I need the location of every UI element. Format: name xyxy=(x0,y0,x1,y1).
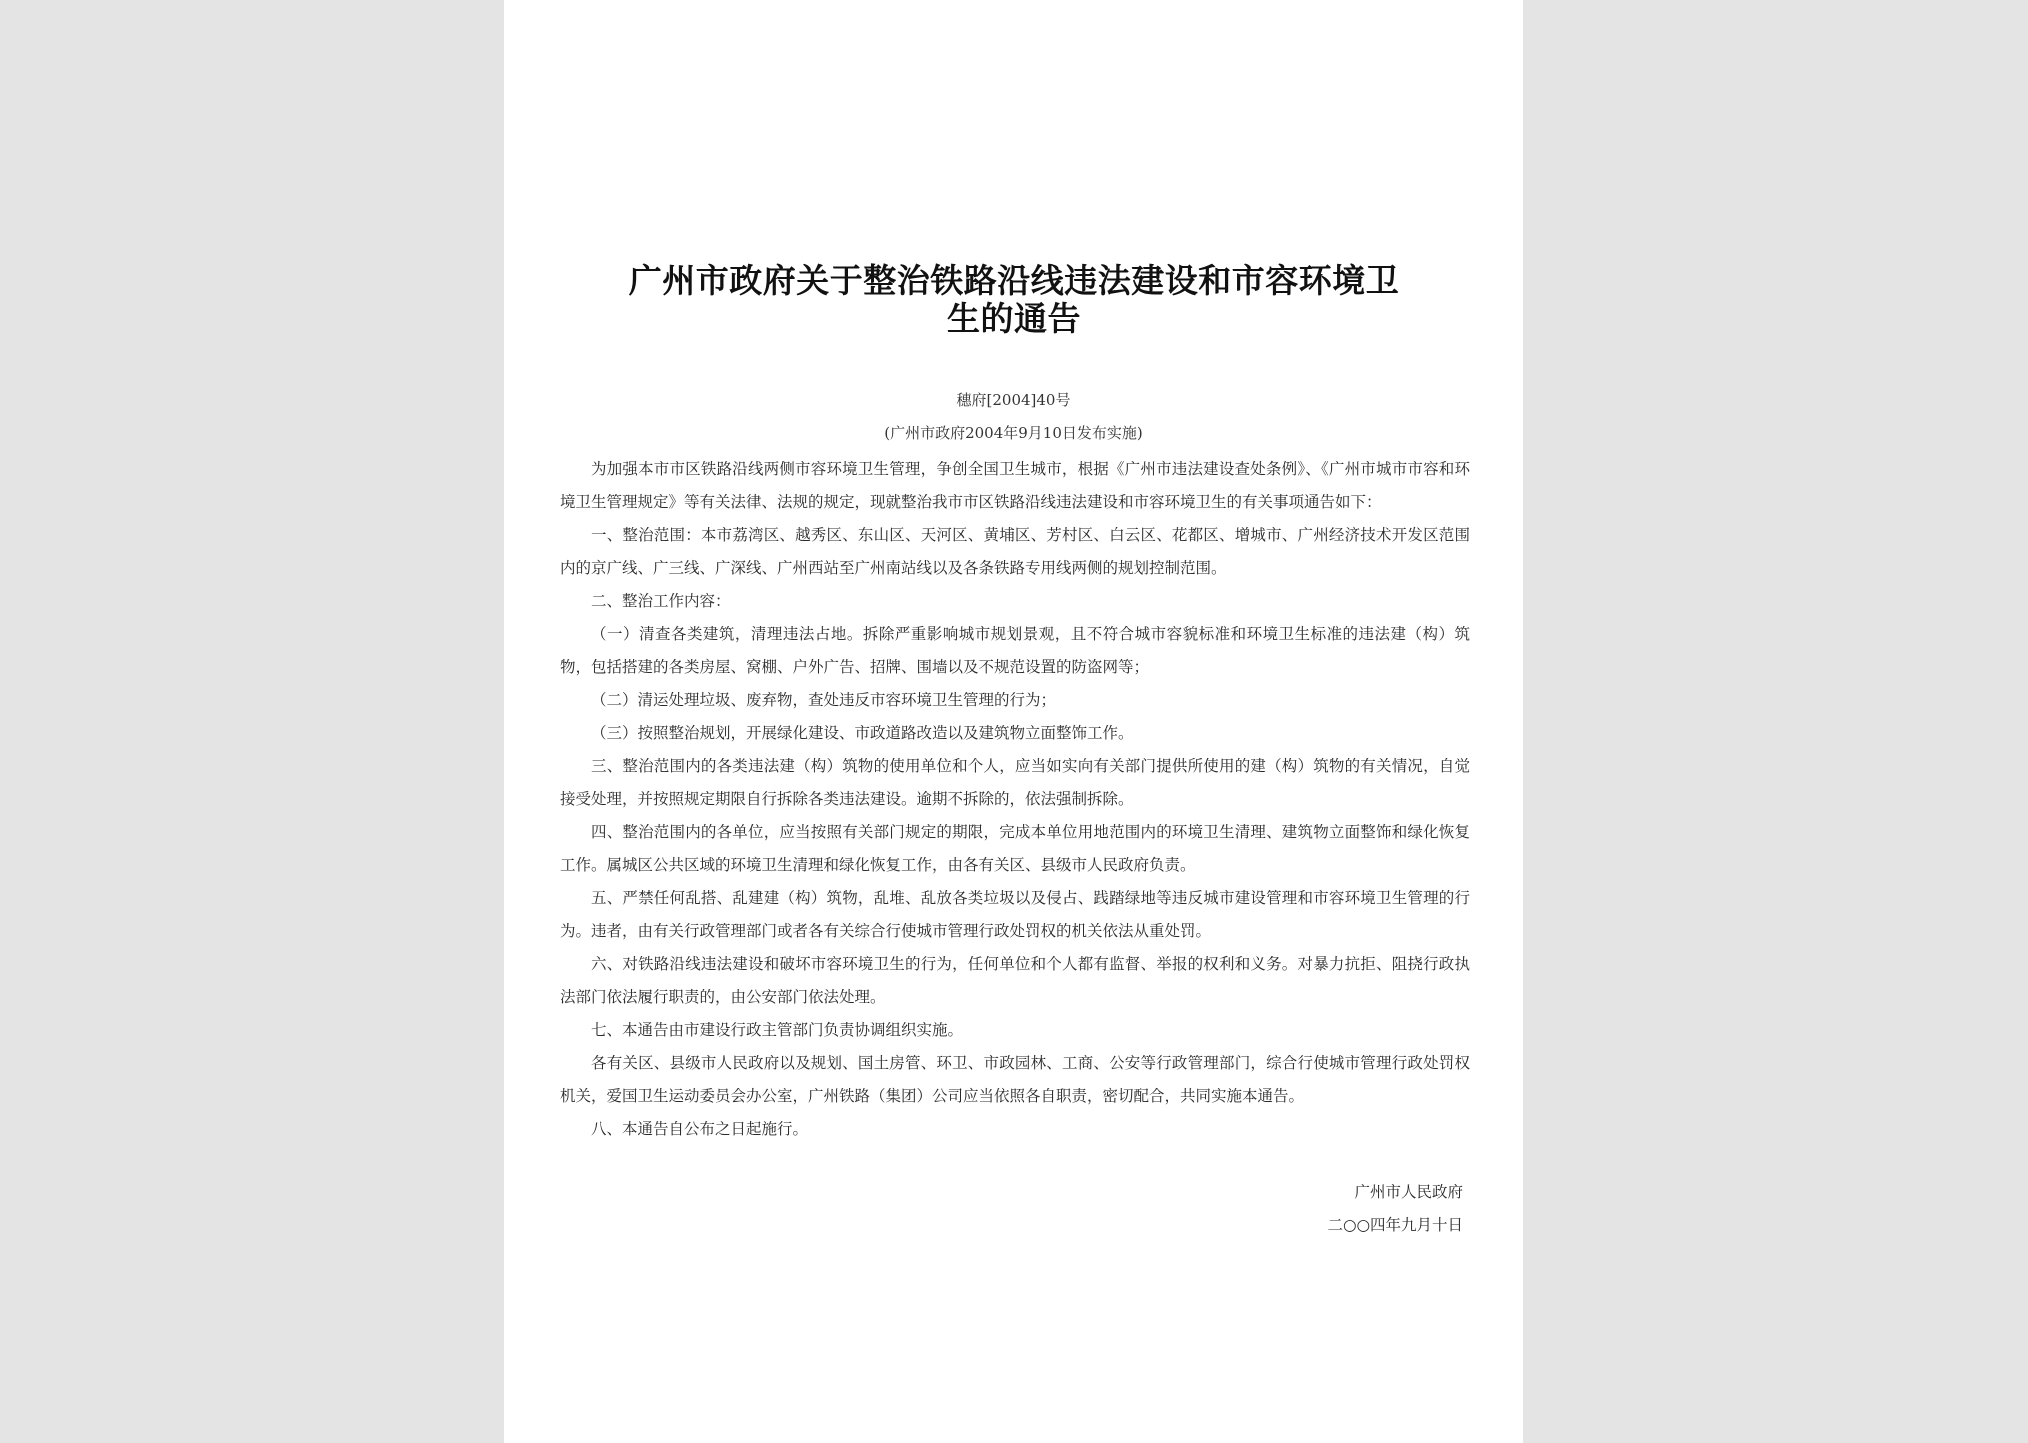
paragraph-section-3: 三、整治范围内的各类违法建（构）筑物的使用单位和个人，应当如实向有关部门提供所使用的建（构）筑物的有关情况，自觉接受处理，并按照规定期限自行拆除各类违法建设。逾期不拆除的，依法强制拆除。 xyxy=(560,757,1470,808)
document-page xyxy=(504,0,1523,1443)
document-title xyxy=(564,262,1464,338)
paragraph-section-8: 八、本通告自公布之日起施行。 xyxy=(591,1120,809,1138)
paragraph-work-content: 二、整治工作内容： xyxy=(591,592,731,610)
title-line-2: 生的通告 xyxy=(947,299,1081,338)
paragraph-item-2: （二）清运处理垃圾、废弃物，查处违反市容环境卫生管理的行为； xyxy=(591,691,1057,709)
paragraph-section-4: 四、整治范围内的各单位，应当按照有关部门规定的期限，完成本单位用地范围内的环境卫生清理、建筑物立面整饰和绿化恢复工作。属城区公共区域的环境卫生清理和绿化恢复工作，由各有关区、县级市人民政府负责。 xyxy=(560,823,1470,874)
title-line-1: 广州市政府关于整治铁路沿线违法建设和市容环境卫 xyxy=(628,261,1400,300)
publish-note: (广州市政府2004年9月10日发布实施) xyxy=(884,424,1143,442)
document-body xyxy=(560,453,1470,1146)
document-number: 穗府[2004]40号 xyxy=(956,391,1071,409)
paragraph-preamble: 为加强本市市区铁路沿线两侧市容环境卫生管理，争创全国卫生城市，根据《广州市违法建设查处条例》、《广州市城市市容和环境卫生管理规定》等有关法律、法规的规定，现就整治我市市区铁路沿线违法建设和市容环境卫生的有关事项通告如下： xyxy=(560,460,1470,511)
paragraph-item-1: （一）清查各类建筑，清理违法占地。拆除严重影响城市规划景观，且不符合城市容貌标准和环境卫生标准的违法建（构）筑物，包括搭建的各类房屋、窝棚、户外广告、招牌、围墙以及不规范设置的防盗网等； xyxy=(560,625,1470,676)
paragraph-section-5: 五、严禁任何乱搭、乱建建（构）筑物，乱堆、乱放各类垃圾以及侵占、践踏绿地等违反城市建设管理和市容环境卫生管理的行为。违者，由有关行政管理部门或者各有关综合行使城市管理行政处罚权的机关依法从重处罚。 xyxy=(560,889,1470,940)
sign-date: 二○○四年九月十日 xyxy=(1327,1216,1463,1234)
signatory: 广州市人民政府 xyxy=(1354,1183,1463,1201)
paragraph-scope: 一、整治范围：本市荔湾区、越秀区、东山区、天河区、黄埔区、芳村区、白云区、花都区、增城市、广州经济技术开发区范围内的京广线、广三线、广深线、广州西站至广州南站线以及各条铁路专用线两侧的规划控制范围。 xyxy=(560,526,1470,577)
paragraph-item-3: （三）按照整治规划，开展绿化建设、市政道路改造以及建筑物立面整饰工作。 xyxy=(591,724,1134,742)
paragraph-section-7: 七、本通告由市建设行政主管部门负责协调组织实施。 xyxy=(591,1021,964,1039)
signature-block xyxy=(1163,1176,1463,1242)
paragraph-departments: 各有关区、县级市人民政府以及规划、国土房管、环卫、市政园林、工商、公安等行政管理部门，综合行使城市管理行政处罚权机关，爱国卫生运动委员会办公室，广州铁路（集团）公司应当依照各自职责，密切配合，共同实施本通告。 xyxy=(560,1054,1470,1105)
paragraph-section-6: 六、对铁路沿线违法建设和破坏市容环境卫生的行为，任何单位和个人都有监督、举报的权利和义务。对暴力抗拒、阻挠行政执法部门依法履行职责的，由公安部门依法处理。 xyxy=(560,955,1470,1006)
